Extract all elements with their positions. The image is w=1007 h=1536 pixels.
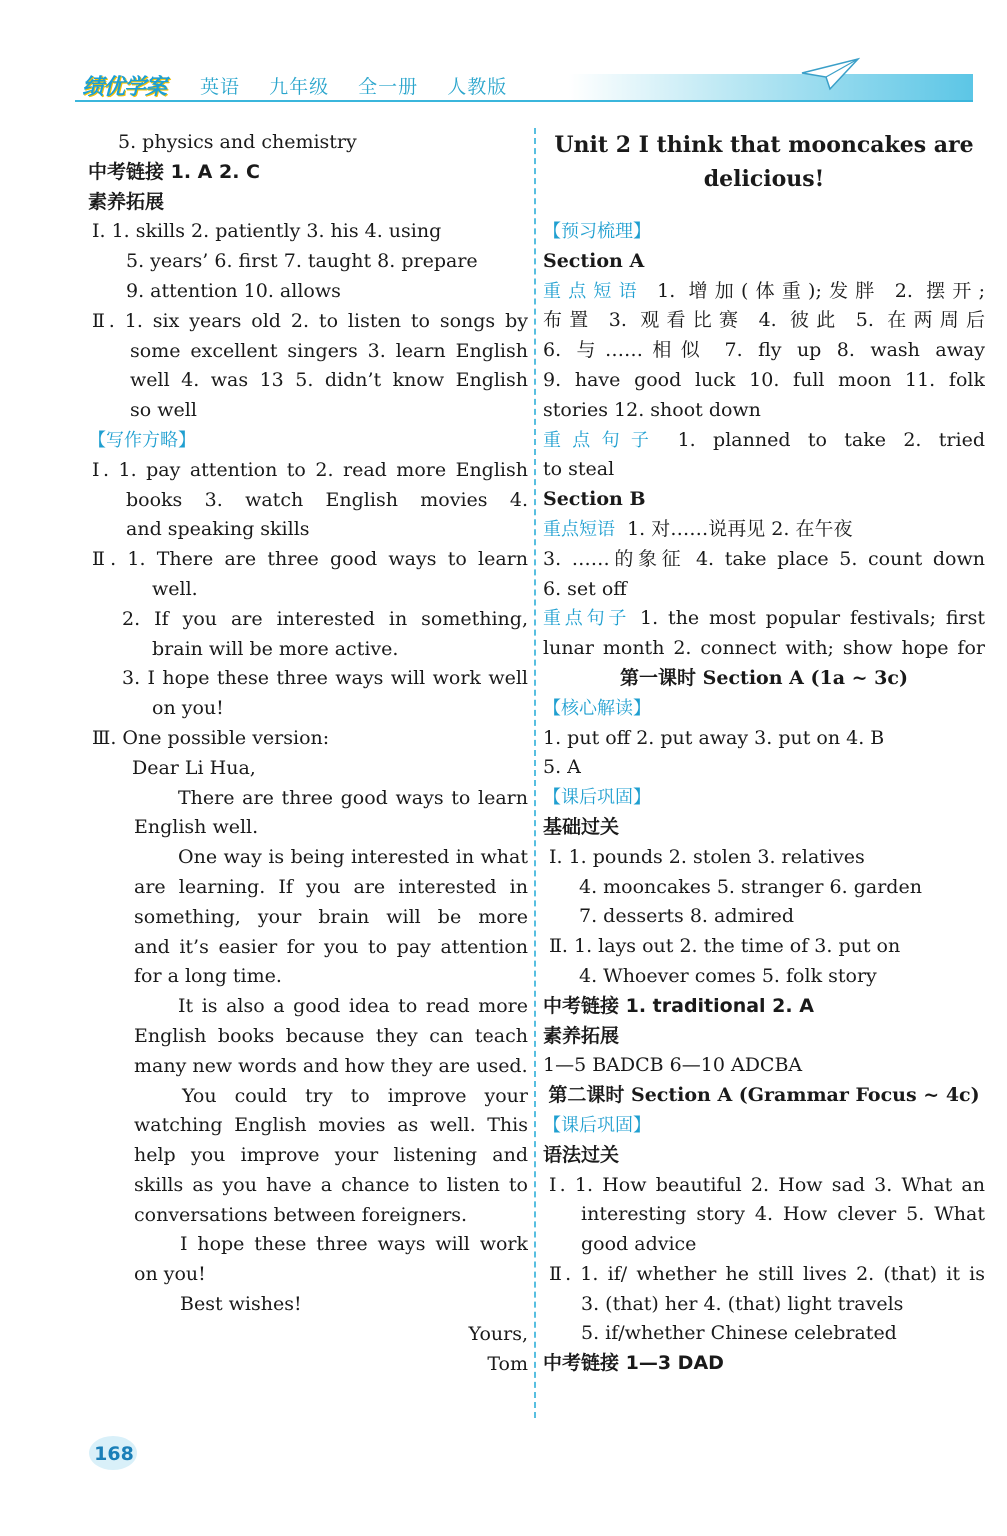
section-tag: 【预习梳理】 [543, 221, 651, 242]
answer-line: Ⅰ. 1. skills 2. patiently 3. his 4. using [92, 220, 442, 243]
lesson-heading: 第二课时 Section A (Grammar Focus ~ 4c) [548, 1084, 980, 1107]
header-rule [75, 100, 973, 102]
key-phrases-label: 重点短语 [543, 280, 644, 302]
answer-line [543, 604, 985, 634]
answer-line: Ⅰ. 1. How beautiful 2. How sad 3. What an [549, 1173, 985, 1196]
letter-closing: Best wishes! [180, 1293, 302, 1316]
answer-text: 1. the most popular festivals; first [640, 607, 985, 630]
answer-line: Ⅱ. 1. six years old 2. to listen to songs by [92, 309, 528, 332]
key-phrases-label: 重点短语 [543, 518, 615, 540]
letter-line: skills as you have a chance to listen to [134, 1173, 528, 1196]
answer-line: and speaking skills [126, 518, 310, 541]
answer-line: 5. if/whether Chinese celebrated [581, 1322, 897, 1345]
answer-line: 3. (that) her 4. (that) light travels [581, 1292, 904, 1315]
key-sentences-label: 重点句子 [543, 429, 661, 451]
answer-line: 5. years’ 6. first 7. taught 8. prepare [126, 250, 478, 273]
answer-line: stories 12. shoot down [543, 398, 761, 421]
letter-signature: Tom [487, 1352, 528, 1375]
volume-label: 全一册 [358, 76, 419, 98]
section-tag: 【课后巩固】 [543, 1114, 651, 1136]
answer-line: 3. I hope these three ways will work well [122, 667, 528, 690]
letter-line: for a long time. [134, 965, 282, 988]
answer-text: 1. 增加(体重);发胖 2. 摆开; [657, 279, 985, 302]
answer-line: 9. have good luck 10. full moon 11. folk [543, 368, 985, 391]
page-number: 168 [94, 1443, 134, 1465]
letter-line: watching English movies as well. This [134, 1114, 528, 1137]
section-heading: 素养拓展 [543, 1024, 620, 1047]
letter-line: English well. [134, 816, 259, 839]
unit-title: Unit 2 I think that mooncakes are [554, 132, 974, 158]
answer-line: 5. A [543, 756, 581, 779]
section-heading: 语法过关 [543, 1143, 620, 1166]
answer-line: 4. mooncakes 5. stranger 6. garden [579, 875, 922, 898]
page-header [0, 0, 1007, 110]
answer-line: to steal [543, 458, 615, 481]
series-logo: 绩优学案 [82, 75, 167, 100]
answer-line: Ⅰ. 1. pay attention to 2. read more English [92, 458, 528, 481]
lesson-heading: 第一课时 Section A (1a ~ 3c) [620, 666, 908, 689]
subject-label: 英语 [200, 76, 241, 98]
answer-line: 9. attention 10. allows [126, 279, 341, 302]
section-tag: 【核心解读】 [543, 697, 651, 719]
letter-line: I hope these three ways will work [180, 1233, 528, 1256]
letter-line: Dear Li Hua, [132, 756, 256, 779]
letter-line: and it’s easier for you to pay attention [134, 935, 528, 958]
section-tag: 【写作方略】 [88, 429, 196, 451]
answer-line: 7. desserts 8. admired [579, 905, 795, 928]
section-heading: Section A [543, 249, 645, 272]
answer-line: brain will be more active. [152, 637, 399, 660]
answer-line: 4. Whoever comes 5. folk story [579, 964, 877, 987]
section-heading: 基础过关 [543, 815, 620, 838]
edition-label: 人教版 [447, 76, 508, 98]
answer-line: good advice [581, 1233, 697, 1256]
answer-line: 6. set off [543, 577, 627, 600]
answer-line: Ⅲ. One possible version: [92, 726, 330, 749]
answer-line: well 4. was 13 5. didn’t know English [130, 369, 528, 392]
answer-line: Ⅱ. 1. lays out 2. the time of 3. put on [549, 935, 901, 958]
answer-line: interesting story 4. How clever 5. What [581, 1203, 985, 1226]
letter-line: many new words and how they are used. [134, 1054, 528, 1077]
letter-signoff: Yours, [468, 1322, 528, 1345]
letter-line: It is also a good idea to read more [178, 995, 528, 1018]
section-tag: 【课后巩固】 [543, 787, 651, 809]
section-heading: 素养拓展 [88, 190, 165, 213]
answer-line: well. [152, 577, 198, 600]
unit-title-cont: delicious! [703, 166, 825, 192]
section-heading: 中考链接 1. A 2. C [88, 160, 260, 183]
header-subject-line [200, 74, 529, 100]
answer-line: Ⅱ. 1. There are three good ways to learn [92, 548, 528, 571]
letter-line: English books because they can teach [134, 1024, 528, 1047]
answer-line: Ⅰ. 1. pounds 2. stolen 3. relatives [549, 845, 865, 868]
letter-line: something, your brain will be more [134, 905, 528, 928]
answer-line: 5. physics and chemistry [118, 131, 357, 153]
answer-line: 1—5 BADCB 6—10 ADCBA [543, 1054, 803, 1077]
answer-line: Ⅱ. 1. if/ whether he still lives 2. (that) it is [549, 1262, 985, 1285]
answer-line: 布置 3. 观看比赛 4. 彼此 5. 在两周后 [543, 309, 985, 332]
right-column [543, 128, 985, 1379]
answer-line: 3. ……的象征 4. take place 5. count down [543, 547, 985, 570]
left-column [88, 128, 528, 1379]
section-heading: Section B [543, 488, 646, 511]
letter-line: on you! [134, 1263, 206, 1286]
answer-line: 1. put off 2. put away 3. put on 4. B [543, 726, 885, 749]
paper-plane-icon [800, 55, 860, 95]
answer-text: 1. 对……说再见 2. 在午夜 [627, 517, 853, 540]
grade-label: 九年级 [269, 76, 330, 98]
letter-line: There are three good ways to learn [178, 786, 528, 809]
letter-line: conversations between foreigners. [134, 1203, 468, 1226]
answer-line: so well [130, 399, 197, 422]
letter-line: are learning. If you are interested in [134, 875, 528, 898]
answer-line [543, 515, 985, 545]
answer-text: 1. planned to take 2. tried [677, 428, 985, 451]
answer-line: 6. 与……相似 7. fly up 8. wash away [543, 339, 985, 362]
answer-line: 中考链接 1—3 DAD [543, 1352, 724, 1375]
answer-line [543, 277, 985, 307]
letter-line: help you improve your listening and [134, 1144, 528, 1167]
letter-line: One way is being interested in what [178, 846, 528, 869]
answer-line: books 3. watch English movies 4. [126, 488, 528, 511]
answer-line [543, 426, 985, 456]
answer-line: 2. If you are interested in something, [122, 607, 528, 630]
answer-line: lunar month 2. connect with; show hope for [543, 637, 985, 660]
column-divider [534, 128, 536, 1418]
letter-line: You could try to improve your [182, 1084, 528, 1107]
key-sentences-label: 重点句子 [543, 608, 631, 630]
answer-line: on you! [152, 697, 224, 720]
answer-line: 中考链接 1. traditional 2. A [543, 994, 814, 1017]
answer-line: some excellent singers 3. learn English [130, 339, 528, 362]
